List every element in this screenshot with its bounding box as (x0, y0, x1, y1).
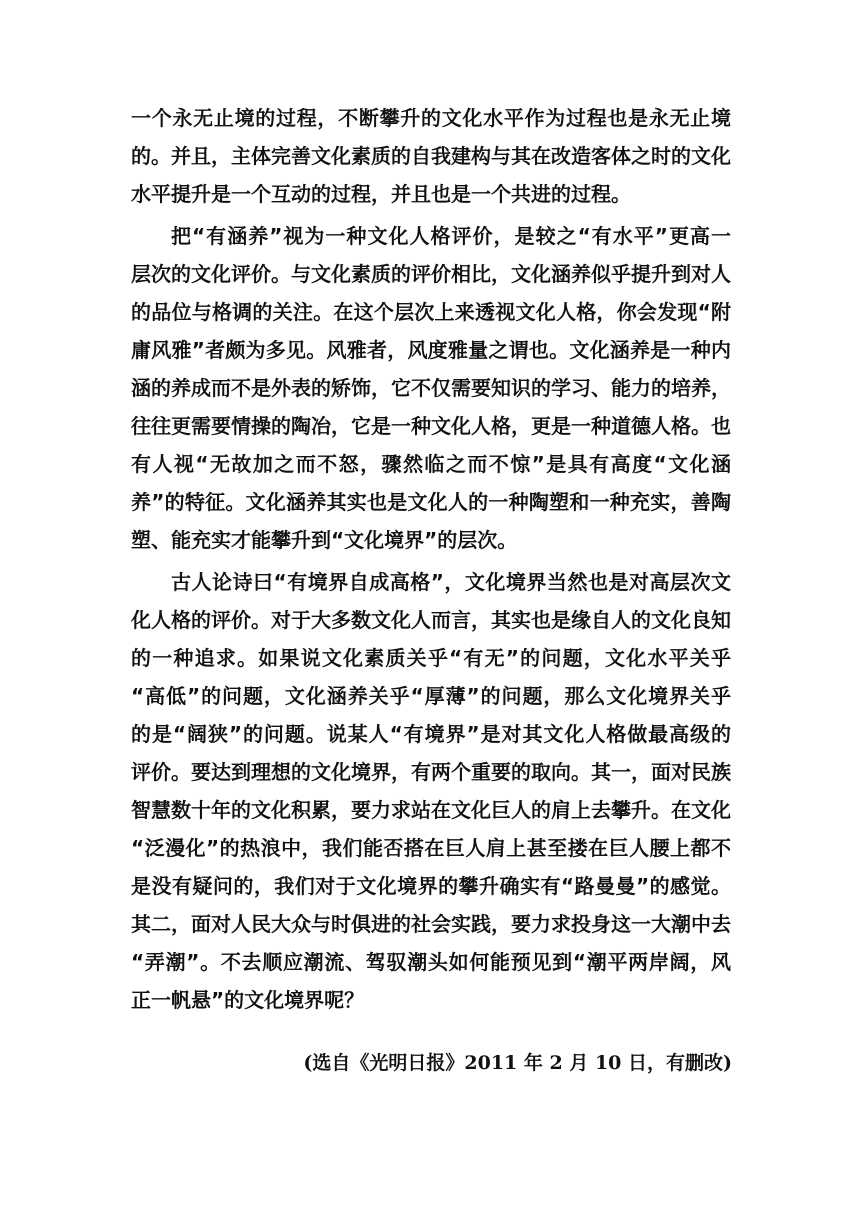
text-line: “高低”的问题，文化涵养关乎“厚薄”的问题，那么文化境界关乎 (131, 684, 731, 708)
text-line: 化人格的评价。对于大多数文化人而言，其实也是缘自人的文化良知 (131, 608, 731, 632)
text-line: 的。并且，主体完善文化素质的自我建构与其在改造客体之时的文化 (131, 144, 731, 168)
text-line: 养”的特征。文化涵养其实也是文化人的一种陶塑和一种充实，善陶 (131, 490, 731, 514)
paragraph-first-line: 把“有涵养”视为一种文化人格评价，是较之“有水平”更高一 (171, 224, 731, 248)
text-line: 庸风雅”者颇为多见。风雅者，风度雅量之谓也。文化涵养是一种内 (131, 338, 731, 362)
text-line: 涵的养成而不是外表的矫饰，它不仅需要知识的学习、能力的培养， (131, 376, 731, 400)
text-line: 的品位与格调的关注。在这个层次上来透视文化人格，你会发现“附 (131, 300, 731, 324)
text-line: 一个永无止境的过程，不断攀升的文化水平作为过程也是永无止境 (131, 106, 731, 130)
text-line: 塑、能充实才能攀升到“文化境界”的层次。 (131, 528, 518, 552)
text-line: 智慧数十年的文化积累，要力求站在文化巨人的肩上去攀升。在文化 (131, 798, 731, 822)
text-line: 往往更需要情操的陶冶，它是一种文化人格，更是一种道德人格。也 (131, 414, 731, 438)
text-line: “弄潮”。不去顺应潮流、驾驭潮头如何能预见到“潮平两岸阔，风 (131, 950, 731, 974)
text-line: 的一种追求。如果说文化素质关乎“有无”的问题，文化水平关乎 (131, 646, 731, 670)
text-line: 水平提升是一个互动的过程，并且也是一个共进的过程。 (131, 182, 631, 206)
text-line: 层次的文化评价。与文化素质的评价相比，文化涵养似乎提升到对人 (131, 262, 731, 286)
text-line: 的是“阔狭”的问题。说某人“有境界”是对其文化人格做最高级的 (131, 722, 731, 746)
text-line: 评价。要达到理想的文化境界，有两个重要的取向。其一，面对民族 (131, 760, 731, 784)
paragraph-first-line: 古人论诗曰“有境界自成高格”，文化境界当然也是对高层次文 (171, 570, 731, 594)
text-line: 有人视“无故加之而不怒，骤然临之而不惊”是具有高度“文化涵 (131, 452, 731, 476)
text-line: 是没有疑问的，我们对于文化境界的攀升确实有“路曼曼”的感觉。 (131, 874, 731, 898)
text-line: 其二，面对人民大众与时俱进的社会实践，要力求投身这一大潮中去 (131, 912, 731, 936)
text-line: 正一帆悬”的文化境界呢？ (131, 988, 365, 1012)
text-line: “泛漫化”的热浪中，我们能否搭在巨人肩上甚至搂在巨人腰上都不 (131, 836, 731, 860)
source-citation: (选自《光明日报》2011 年 2 月 10 日，有删改) (303, 1052, 732, 1074)
